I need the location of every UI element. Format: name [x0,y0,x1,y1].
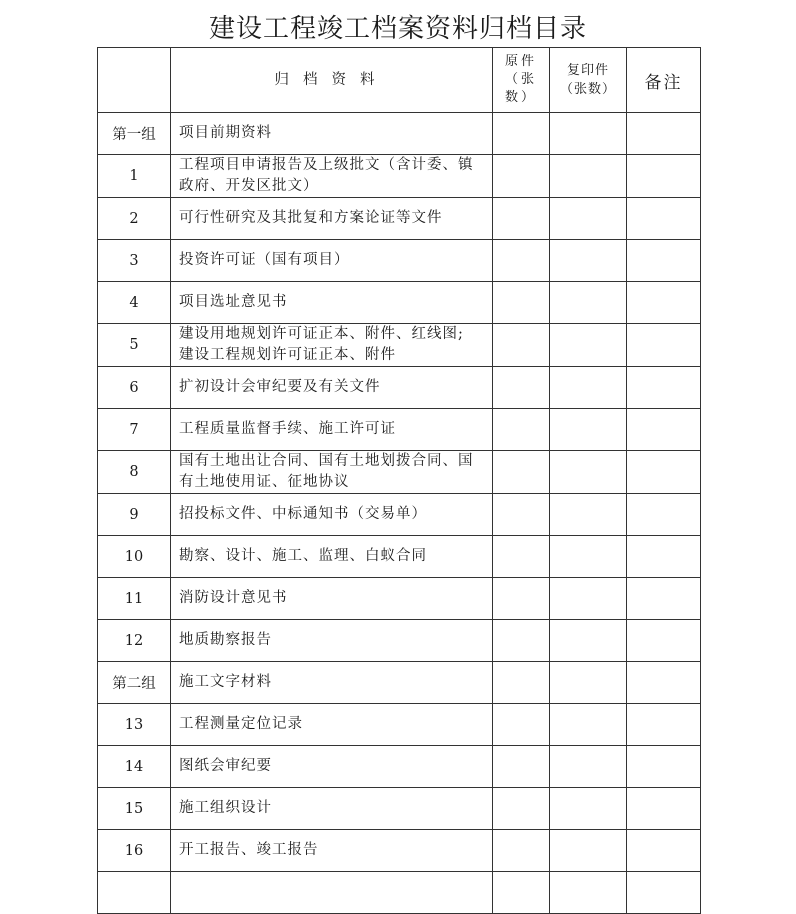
table-row [98,662,701,704]
row-original-count-cell[interactable] [493,240,550,282]
row-original-count-cell[interactable] [493,620,550,662]
header-remarks: 备注 [627,48,701,113]
row-copy-count-cell[interactable] [550,451,627,494]
table-body [98,113,701,914]
header-copy-count [550,48,627,113]
row-item-text: 扩初设计会审纪要及有关文件 [179,379,381,395]
row-copy-count-cell[interactable] [550,788,627,830]
row-original-count-cell[interactable] [493,324,550,367]
table-row [98,830,701,872]
row-number-cell: 4 [98,282,171,324]
row-item-cell [171,198,493,240]
row-original-count-cell[interactable] [493,872,550,914]
row-remarks-cell[interactable] [627,788,701,830]
table-row [98,620,701,662]
table-row [98,155,701,198]
table-row [98,409,701,451]
row-number-cell: 7 [98,409,171,451]
row-number-cell: 12 [98,620,171,662]
row-remarks-cell[interactable] [627,113,701,155]
row-number-cell: 8 [98,451,171,494]
table-row [98,536,701,578]
row-copy-count-cell[interactable] [550,240,627,282]
row-copy-count-cell[interactable] [550,113,627,155]
row-remarks-cell[interactable] [627,620,701,662]
row-number-cell: 第一组 [98,113,171,155]
row-remarks-cell[interactable] [627,830,701,872]
row-item-text-line-2: 政府、开发区批文） [179,178,319,194]
row-copy-count-cell[interactable] [550,155,627,198]
row-remarks-cell[interactable] [627,324,701,367]
row-item-cell [171,746,493,788]
row-number-cell: 16 [98,830,171,872]
row-item-cell [171,620,493,662]
row-original-count-cell[interactable] [493,578,550,620]
row-number-cell: 13 [98,704,171,746]
row-item-text-line-2: 建设工程规划许可证正本、附件 [179,347,396,363]
row-copy-count-cell[interactable] [550,409,627,451]
row-original-count-cell[interactable] [493,494,550,536]
page-title: 建设工程竣工档案资料归档目录 [208,14,587,44]
row-item-cell [171,367,493,409]
row-item-cell [171,662,493,704]
row-remarks-cell[interactable] [627,240,701,282]
row-item-cell [171,324,493,367]
row-number-cell: 15 [98,788,171,830]
row-item-text: 勘察、设计、施工、监理、白蚁合同 [179,548,427,564]
table-row [98,788,701,830]
row-original-count-cell[interactable] [493,367,550,409]
header-original-line-2: （张 [504,72,537,87]
row-number-cell: 10 [98,536,171,578]
row-remarks-cell[interactable] [627,198,701,240]
row-number-cell: 1 [98,155,171,198]
header-original-line-1: 原件 [504,54,537,69]
table-row [98,282,701,324]
row-item-text: 工程测量定位记录 [179,716,303,732]
row-item-cell [171,788,493,830]
row-remarks-cell[interactable] [627,451,701,494]
row-number-cell: 14 [98,746,171,788]
row-item-text: 图纸会审纪要 [179,758,272,774]
header-copy-line-1: 复印件 [566,63,609,78]
row-remarks-cell[interactable] [627,662,701,704]
row-item-text: 建设用地规划许可证正本、附件、红线图; [179,326,464,342]
table-row [98,451,701,494]
row-original-count-cell[interactable] [493,536,550,578]
row-item-text: 地质勘察报告 [179,632,272,648]
row-item-cell [171,155,493,198]
row-item-text: 投资许可证（国有项目） [179,252,350,268]
table-header-row [98,48,701,113]
row-item-text: 工程质量监督手续、施工许可证 [179,421,396,437]
row-item-cell [171,704,493,746]
row-remarks-cell[interactable] [627,367,701,409]
row-remarks-cell[interactable] [627,409,701,451]
row-copy-count-cell[interactable] [550,494,627,536]
archive-catalog-table [97,47,701,914]
row-original-count-cell[interactable] [493,282,550,324]
row-copy-count-cell[interactable] [550,324,627,367]
row-item-cell [171,494,493,536]
row-number-cell: 3 [98,240,171,282]
row-copy-count-cell[interactable] [550,367,627,409]
row-remarks-cell[interactable] [627,872,701,914]
table-row [98,578,701,620]
header-original-line-3: 数） [504,90,537,105]
row-copy-count-cell[interactable] [550,830,627,872]
row-item-cell [171,872,493,914]
row-remarks-cell[interactable] [627,578,701,620]
row-number-cell: 11 [98,578,171,620]
row-original-count-cell[interactable] [493,113,550,155]
row-item-text: 开工报告、竣工报告 [179,842,319,858]
row-item-cell [171,282,493,324]
table-row [98,704,701,746]
row-original-count-cell[interactable] [493,662,550,704]
row-original-count-cell[interactable] [493,704,550,746]
row-item-cell [171,409,493,451]
row-original-count-cell[interactable] [493,746,550,788]
row-copy-count-cell[interactable] [550,620,627,662]
row-copy-count-cell[interactable] [550,578,627,620]
row-copy-count-cell[interactable] [550,746,627,788]
row-copy-count-cell[interactable] [550,872,627,914]
header-original-count [493,48,550,113]
row-remarks-cell[interactable] [627,746,701,788]
table-row [98,324,701,367]
row-copy-count-cell[interactable] [550,662,627,704]
row-remarks-cell[interactable] [627,494,701,536]
header-archive-materials: 归档资料 [171,48,493,113]
row-remarks-cell[interactable] [627,536,701,578]
row-number-cell: 5 [98,324,171,367]
row-original-count-cell[interactable] [493,155,550,198]
row-item-cell [171,451,493,494]
table-row [98,240,701,282]
row-copy-count-cell[interactable] [550,198,627,240]
row-item-cell [171,578,493,620]
row-original-count-cell[interactable] [493,409,550,451]
row-item-text: 国有土地出让合同、国有土地划拨合同、国 [179,453,474,469]
row-original-count-cell[interactable] [493,830,550,872]
row-item-text: 可行性研究及其批复和方案论证等文件 [179,210,443,226]
row-number-cell: 9 [98,494,171,536]
table-row [98,872,701,914]
row-copy-count-cell[interactable] [550,536,627,578]
row-item-text: 消防设计意见书 [179,590,288,606]
table-row [98,367,701,409]
row-item-text: 项目前期资料 [179,125,272,141]
header-number-cell [98,48,171,113]
row-item-text-line-2: 有土地使用证、征地协议 [179,474,350,490]
table-row [98,746,701,788]
row-original-count-cell[interactable] [493,198,550,240]
row-number-cell: 第二组 [98,662,171,704]
row-number-cell: 6 [98,367,171,409]
row-item-cell [171,830,493,872]
row-number-cell [98,872,171,914]
table-row [98,494,701,536]
row-item-text: 项目选址意见书 [179,294,288,310]
row-item-text: 施工组织设计 [179,800,272,816]
row-remarks-cell[interactable] [627,704,701,746]
row-item-cell [171,113,493,155]
row-copy-count-cell[interactable] [550,282,627,324]
row-remarks-cell[interactable] [627,282,701,324]
row-copy-count-cell[interactable] [550,704,627,746]
row-original-count-cell[interactable] [493,788,550,830]
table-row [98,198,701,240]
row-item-cell [171,536,493,578]
row-item-cell [171,240,493,282]
row-number-cell: 2 [98,198,171,240]
row-item-text: 招投标文件、中标通知书（交易单） [179,506,427,522]
row-remarks-cell[interactable] [627,155,701,198]
row-item-text: 施工文字材料 [179,674,272,690]
header-copy-line-2: （张数） [559,82,616,97]
row-item-text: 工程项目申请报告及上级批文（含计委、镇 [179,157,474,173]
table-row [98,113,701,155]
row-original-count-cell[interactable] [493,451,550,494]
